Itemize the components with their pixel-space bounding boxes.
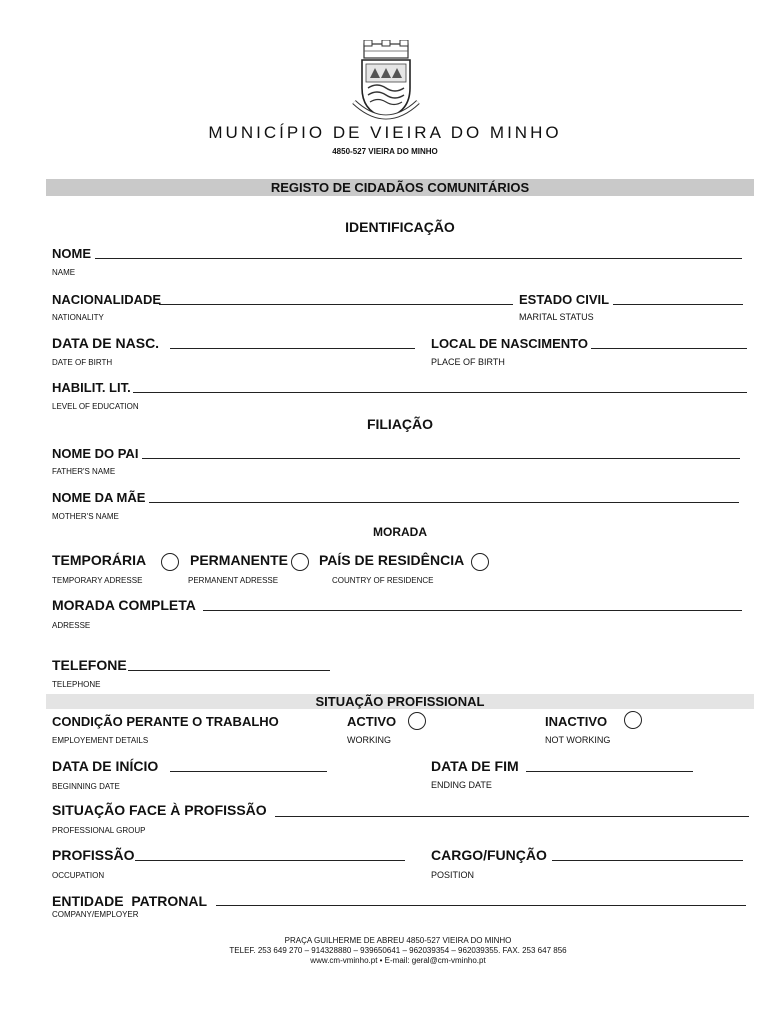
cargo-input[interactable] — [552, 860, 743, 861]
nome-mae-sublabel: MOTHER'S NAME — [52, 512, 119, 521]
data-nasc-label: DATA DE NASC. — [52, 335, 160, 351]
nome-pai-sublabel: FATHER'S NAME — [52, 467, 116, 476]
activo-sublabel: WORKING — [347, 735, 391, 745]
form-title: REGISTO DE CIDADÃOS COMUNITÁRIOS — [270, 180, 530, 195]
section-filiacao: FILIAÇÃO — [366, 416, 434, 432]
activo-label: ACTIVO — [347, 714, 397, 729]
footer-phones: TELEF. 253 649 270 – 914328880 – 939650641 – 962039354 – 962039355. FAX. 253 647 856 — [229, 946, 567, 955]
temporaria-radio[interactable] — [161, 553, 179, 571]
data-inicio-label: DATA DE INÍCIO — [52, 758, 159, 774]
section-identificacao: IDENTIFICAÇÃO — [345, 219, 455, 235]
pais-residencia-label: PAÍS DE RESIDÊNCIA — [319, 552, 465, 568]
nome-sublabel: NAME — [52, 268, 76, 277]
nome-pai-input[interactable] — [142, 458, 740, 459]
estado-civil-label: ESTADO CIVIL — [519, 292, 610, 307]
cargo-label: CARGO/FUNÇÃO — [431, 847, 547, 863]
data-nasc-sublabel: DATE OF BIRTH — [52, 358, 113, 367]
entidade-label: ENTIDADE PATRONAL — [52, 893, 208, 909]
morada-completa-sublabel: ADRESSE — [52, 621, 91, 630]
section-situacao: SITUAÇÃO PROFISSIONAL — [315, 694, 485, 709]
telefone-sublabel: TELEPHONE — [52, 680, 101, 689]
footer-web-email: www.cm-vminho.pt • E-mail: geral@cm-vminho.pt — [310, 956, 486, 965]
activo-radio[interactable] — [408, 712, 426, 730]
entidade-sublabel: COMPANY/EMPLOYER — [52, 910, 139, 919]
data-inicio-sublabel: BEGINNING DATE — [52, 782, 120, 791]
nacionalidade-input[interactable] — [159, 304, 513, 305]
nome-pai-label: NOME DO PAI — [52, 446, 139, 461]
nacionalidade-sublabel: NATIONALITY — [52, 313, 104, 322]
habilit-input[interactable] — [133, 392, 747, 393]
entidade-input[interactable] — [216, 905, 746, 906]
inactivo-label: INACTIVO — [545, 714, 608, 729]
nome-mae-label: NOME DA MÃE — [52, 490, 146, 505]
nome-input[interactable] — [95, 258, 742, 259]
data-inicio-input[interactable] — [170, 771, 327, 772]
municipal-crest-logo — [350, 40, 422, 122]
local-nasc-input[interactable] — [591, 348, 747, 349]
pais-residencia-sublabel: COUNTRY OF RESIDENCE — [332, 576, 434, 585]
data-fim-label: DATA DE FIM — [431, 758, 519, 774]
nome-mae-input[interactable] — [149, 502, 739, 503]
section-morada: MORADA — [373, 525, 427, 539]
morada-completa-label: MORADA COMPLETA — [52, 597, 196, 613]
local-nasc-label: LOCAL DE NASCIMENTO — [431, 336, 588, 351]
telefone-input[interactable] — [128, 670, 330, 671]
morada-completa-input[interactable] — [203, 610, 742, 611]
data-nasc-input[interactable] — [170, 348, 415, 349]
permanente-label: PERMANENTE — [190, 552, 289, 568]
condicao-sublabel: EMPLOYEMENT DETAILS — [52, 736, 149, 745]
nacionalidade-label: NACIONALIDADE — [52, 292, 162, 307]
situacao-face-label: SITUAÇÃO FACE À PROFISSÃO — [52, 802, 267, 818]
profissao-input[interactable] — [135, 860, 405, 861]
estado-civil-sublabel: MARITAL STATUS — [519, 312, 594, 322]
footer-address: PRAÇA GUILHERME DE ABREU 4850-527 VIEIRA DO MINHO — [284, 936, 512, 945]
condicao-label: CONDIÇÃO PERANTE O TRABALHO — [52, 714, 279, 729]
data-fim-sublabel: ENDING DATE — [431, 780, 492, 790]
situacao-face-input[interactable] — [275, 816, 749, 817]
estado-civil-input[interactable] — [613, 304, 743, 305]
profissao-label: PROFISSÃO — [52, 847, 135, 863]
postal-address: 4850-527 VIEIRA DO MINHO — [332, 147, 438, 156]
permanente-sublabel: PERMANENT ADRESSE — [188, 576, 279, 585]
permanente-radio[interactable] — [291, 553, 309, 571]
habilit-label: HABILIT. LIT. — [52, 380, 131, 395]
pais-residencia-radio[interactable] — [471, 553, 489, 571]
cargo-sublabel: POSITION — [431, 870, 475, 880]
temporaria-sublabel: TEMPORARY ADRESSE — [52, 576, 143, 585]
inactivo-radio[interactable] — [624, 711, 642, 729]
habilit-sublabel: LEVEL OF EDUCATION — [52, 402, 139, 411]
situacao-face-sublabel: PROFESSIONAL GROUP — [52, 826, 146, 835]
municipality-title: MUNICÍPIO DE VIEIRA DO MINHO — [208, 123, 562, 142]
local-nasc-sublabel: PLACE OF BIRTH — [431, 357, 505, 367]
profissao-sublabel: OCCUPATION — [52, 871, 105, 880]
temporaria-label: TEMPORÁRIA — [52, 552, 147, 568]
data-fim-input[interactable] — [526, 771, 693, 772]
nome-label: NOME — [52, 246, 91, 261]
telefone-label: TELEFONE — [52, 657, 127, 673]
inactivo-sublabel: NOT WORKING — [545, 735, 611, 745]
